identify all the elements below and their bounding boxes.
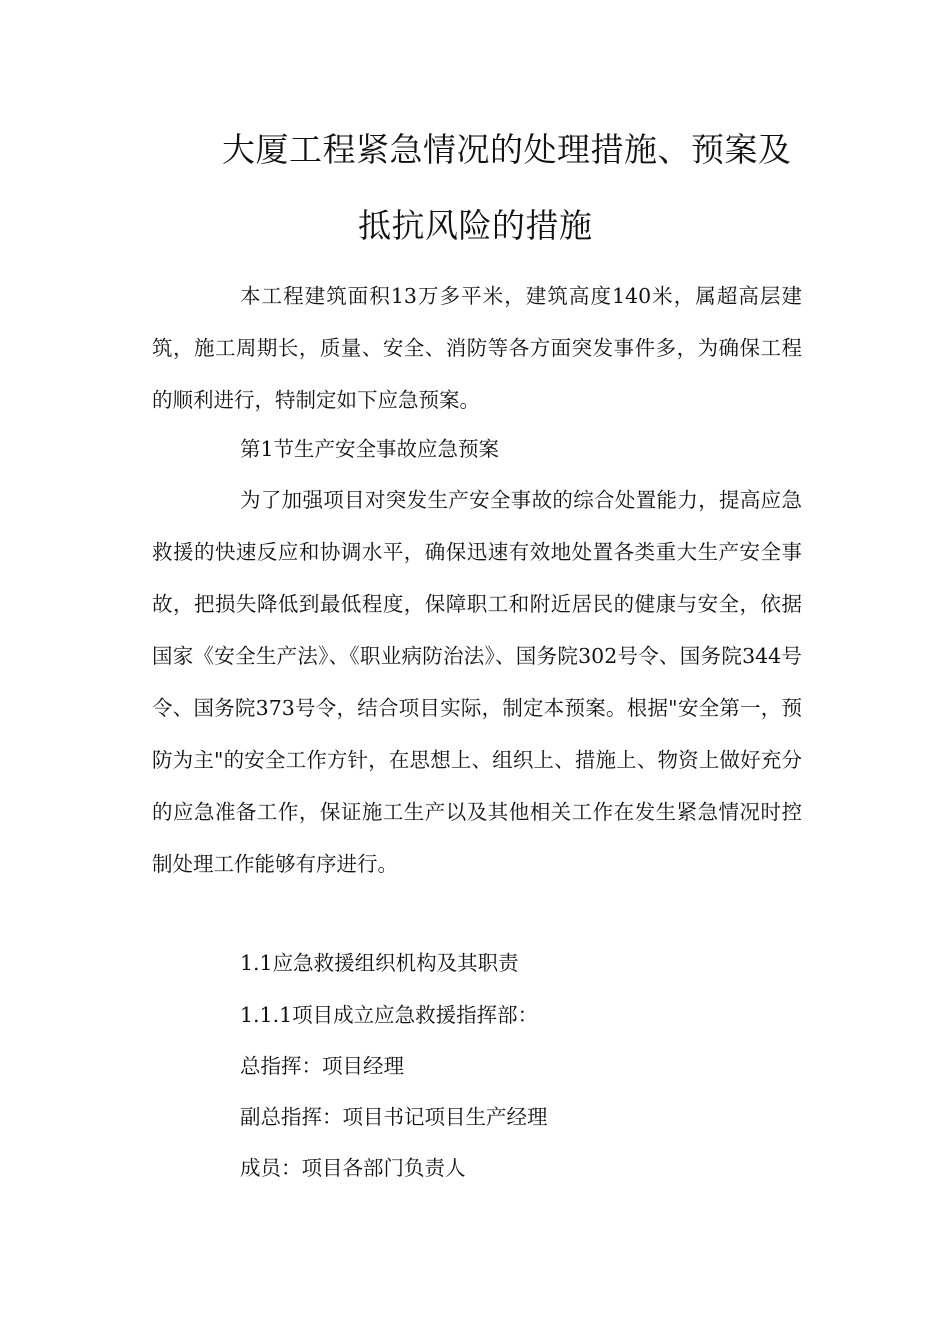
section-heading: 第1节生产安全事故应急预案 (240, 437, 500, 461)
deputy-commander-line: 副总指挥：项目书记项目生产经理 (240, 1105, 548, 1129)
document-title-line-1: 大厦工程紧急情况的处理措施、预案及 (222, 130, 792, 169)
intro-paragraph: 本工程建筑面积13万多平米，建筑高度140米，属超高层建筑，施工周期长，质量、安全、消防等各方面突发事件多，为确保工程的顺利进行，特制定如下应急预案。 (152, 284, 802, 412)
document-title-line-2: 抵抗风险的措施 (358, 206, 593, 245)
subsubsection-heading: 1.1.1项目成立应急救援指挥部： (240, 1003, 539, 1027)
section-body-paragraph: 为了加强项目对突发生产安全事故的综合处置能力，提高应急救援的快速反应和协调水平，确保迅速有效地处置各类重大生产安全事故，把损失降低到最低程度，保障职工和附近居民的健康与安全，依据国家《安全生产法》、《职业病防治法》、国务院302号令、国务院344号令、国务院373号令，结合项目实际，制定本预案。根据"安全第一，预防为主"的安全工作方针，在思想上、组织上、措施上、物资上做好充分的应急准备工作，保证施工生产以及其他相关工作在发生紧急情况时控制处理工作能够有序进行。 (152, 488, 802, 876)
commander-line: 总指挥：项目经理 (240, 1054, 404, 1078)
members-line: 成员：项目各部门负责人 (240, 1156, 466, 1180)
subsection-heading: 1.1应急救援组织机构及其职责 (240, 951, 519, 975)
